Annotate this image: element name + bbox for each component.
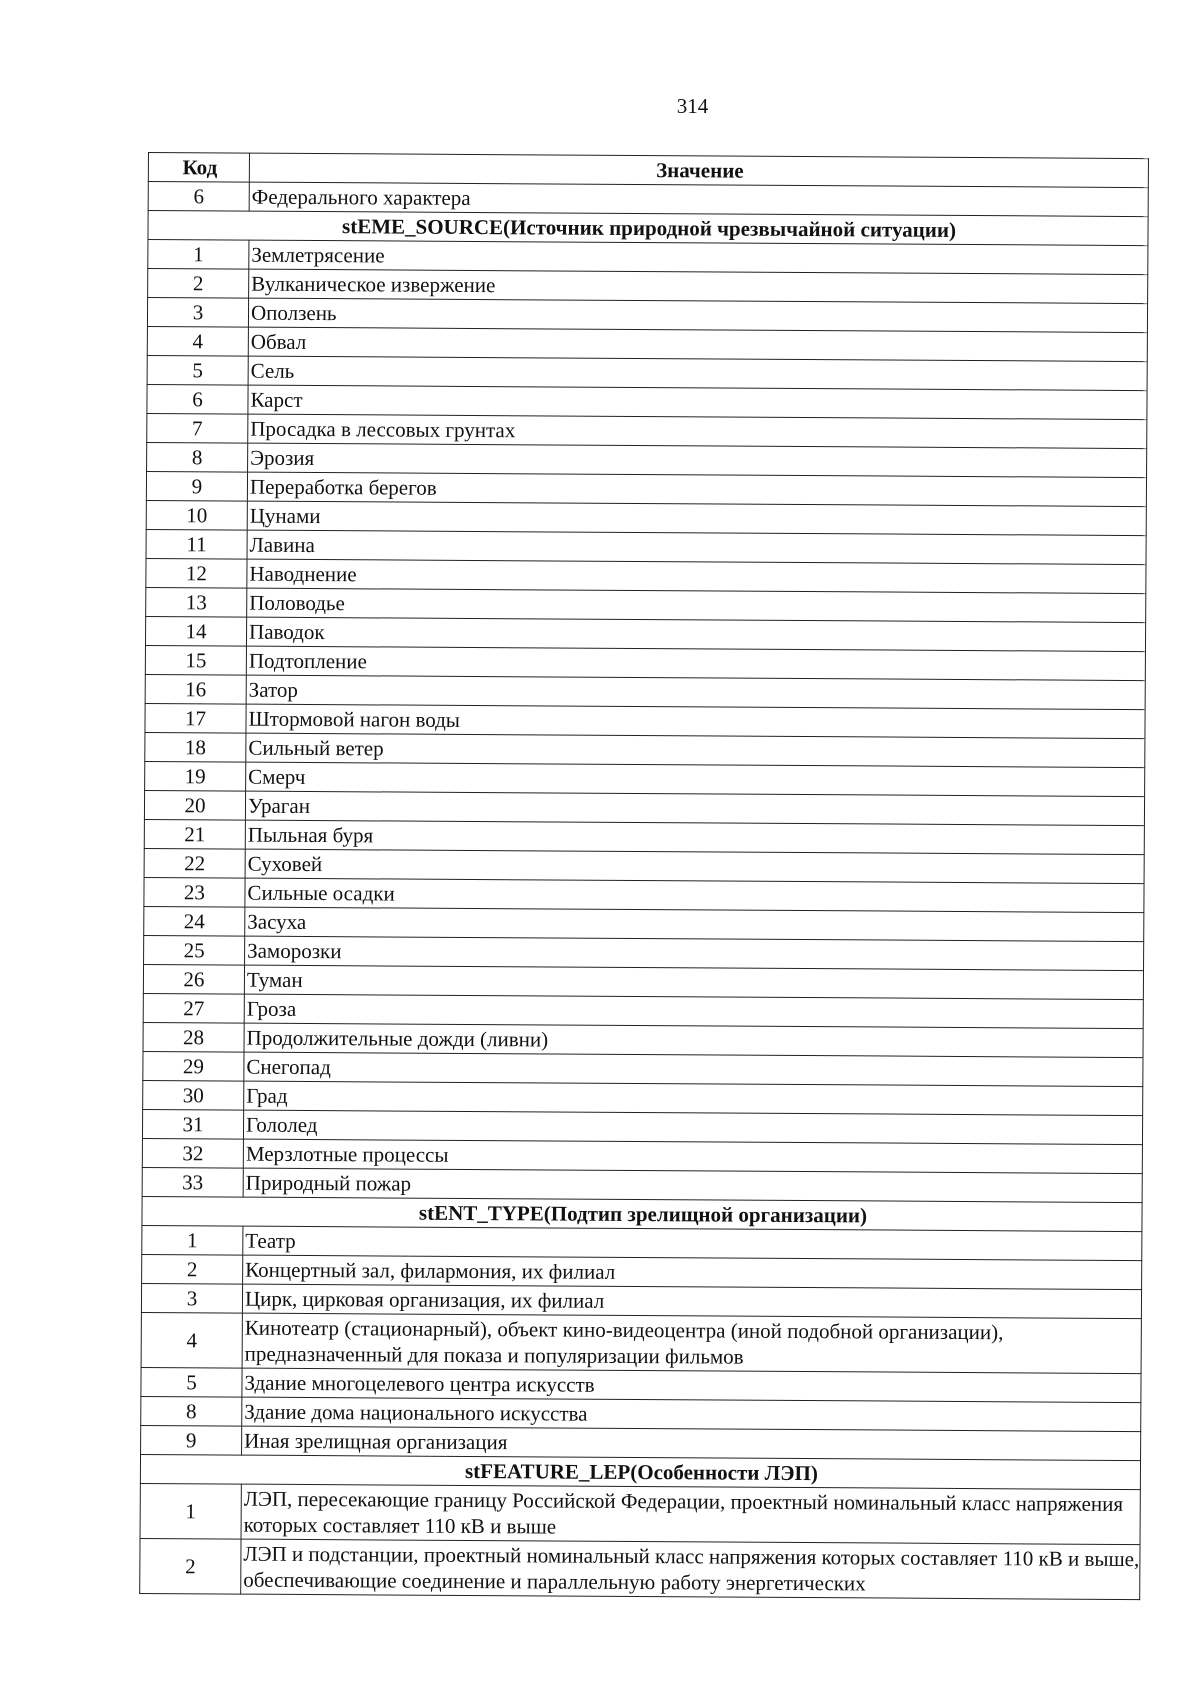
section-title: stENT_TYPE(Подтип зрелищной организации) [142, 1196, 1142, 1231]
row-code: 27 [143, 993, 244, 1023]
row-value: Концертный зал, филармония, их филиал [243, 1255, 1142, 1289]
row-code: 14 [145, 616, 246, 646]
row-code: 24 [144, 906, 245, 936]
row-code: 21 [144, 819, 245, 849]
row-value: Лавина [247, 530, 1146, 564]
row-value: Природный пожар [243, 1168, 1142, 1202]
row-code: 15 [145, 645, 246, 675]
page-number: 314 [676, 94, 709, 118]
row-value: Оползень [248, 298, 1147, 332]
row-code: 5 [141, 1367, 242, 1397]
row-code: 8 [141, 1396, 242, 1426]
row-value: Мерзлотные процессы [243, 1139, 1142, 1173]
row-code: 33 [142, 1167, 243, 1197]
row-value: Затор [246, 675, 1145, 709]
row-code: 9 [146, 471, 247, 501]
row-code: 29 [143, 1051, 244, 1081]
row-code: 26 [143, 964, 244, 994]
row-value: ЛЭП, пересекающие границу Российской Федерации, проектный номинальный класс напряжения которых составляет 110 кВ и выше [241, 1484, 1140, 1544]
row-value: Наводнение [247, 559, 1146, 593]
row-code: 3 [141, 1283, 242, 1313]
row-code: 28 [143, 1022, 244, 1052]
row-value: Сильные осадки [245, 878, 1144, 912]
row-code: 7 [147, 413, 248, 443]
table-body [140, 182, 1149, 1600]
row-code: 17 [145, 703, 246, 733]
row-code: 10 [146, 500, 247, 530]
row-code: 8 [147, 442, 248, 472]
row-value: Цунами [247, 501, 1146, 535]
row-value: Карст [248, 385, 1147, 419]
row-value: Засуха [245, 907, 1144, 941]
row-code: 23 [144, 877, 245, 907]
row-value: Иная зрелищная организация [242, 1426, 1141, 1460]
row-value: Вулканическое извержение [249, 269, 1148, 303]
table-row [140, 1483, 1140, 1544]
row-value: ЛЭП и подстанции, проектный номинальный класс напряжения которых составляет 110 кВ и выше, обеспечивающие соединение и параллельную работу энергетических [241, 1539, 1140, 1599]
row-value: Здание многоцелевого центра искусств [242, 1368, 1141, 1402]
row-code: 1 [142, 1225, 243, 1255]
row-code: 20 [144, 790, 245, 820]
classifier-table-wrapper [139, 152, 1148, 1600]
table-row [140, 1538, 1140, 1599]
header-code: Код [148, 153, 249, 183]
row-code: 1 [140, 1483, 241, 1539]
row-value: Ураган [245, 791, 1144, 825]
row-value: Землетрясение [249, 240, 1148, 274]
row-code: 5 [147, 355, 248, 385]
section-title: stFEATURE_LEP(Особенности ЛЭП) [140, 1454, 1140, 1489]
row-code: 19 [145, 761, 246, 791]
row-value: Смерч [246, 762, 1145, 796]
row-code: 18 [145, 732, 246, 762]
row-value: Туман [244, 965, 1143, 999]
row-code: 6 [148, 182, 249, 212]
row-code: 3 [147, 298, 248, 328]
row-code: 16 [145, 674, 246, 704]
row-code: 13 [146, 587, 247, 617]
row-code: 4 [147, 326, 248, 356]
row-code: 25 [144, 935, 245, 965]
row-code: 4 [141, 1312, 242, 1368]
row-value: Кинотеатр (стационарный), объект кино-видеоцентра (иной подобной организации), предназначенный для показа и популяризации фильмов [242, 1313, 1141, 1373]
row-value: Продолжительные дожди (ливни) [244, 1023, 1143, 1057]
row-value: Гололед [243, 1110, 1142, 1144]
row-value: Подтопление [246, 646, 1145, 680]
row-code: 22 [144, 848, 245, 878]
row-value: Здание дома национального искусства [242, 1397, 1141, 1431]
table-row [141, 1312, 1141, 1373]
row-value: Половодье [247, 588, 1146, 622]
row-value: Заморозки [245, 936, 1144, 970]
row-code: 2 [142, 1254, 243, 1284]
row-code: 9 [141, 1425, 242, 1455]
row-value: Штормовой нагон воды [246, 704, 1145, 738]
header-value: Значение [249, 153, 1148, 187]
row-code: 32 [142, 1138, 243, 1168]
row-value: Цирк, цирковая организация, их филиал [242, 1284, 1141, 1318]
classifier-table [139, 152, 1149, 1600]
row-value: Переработка берегов [247, 472, 1146, 506]
row-value: Обвал [248, 327, 1147, 361]
row-code: 2 [148, 269, 249, 299]
row-value: Эрозия [248, 443, 1147, 477]
row-value: Пыльная буря [245, 820, 1144, 854]
row-code: 2 [140, 1538, 241, 1594]
row-value: Федерального характера [249, 182, 1148, 216]
row-value: Просадка в лессовых грунтах [248, 414, 1147, 448]
row-code: 6 [147, 384, 248, 414]
row-value: Сильный ветер [246, 733, 1145, 767]
section-title: stEME_SOURCE(Источник природной чрезвычайной ситуации) [148, 211, 1148, 246]
row-code: 1 [148, 240, 249, 270]
row-code: 30 [143, 1080, 244, 1110]
row-code: 11 [146, 529, 247, 559]
row-value: Театр [243, 1226, 1142, 1260]
row-value: Паводок [246, 617, 1145, 651]
row-value: Град [244, 1081, 1143, 1115]
row-value: Суховей [245, 849, 1144, 883]
row-value: Сель [248, 356, 1147, 390]
row-code: 12 [146, 558, 247, 588]
row-value: Снегопад [244, 1052, 1143, 1086]
row-value: Гроза [244, 994, 1143, 1028]
row-code: 31 [142, 1109, 243, 1139]
